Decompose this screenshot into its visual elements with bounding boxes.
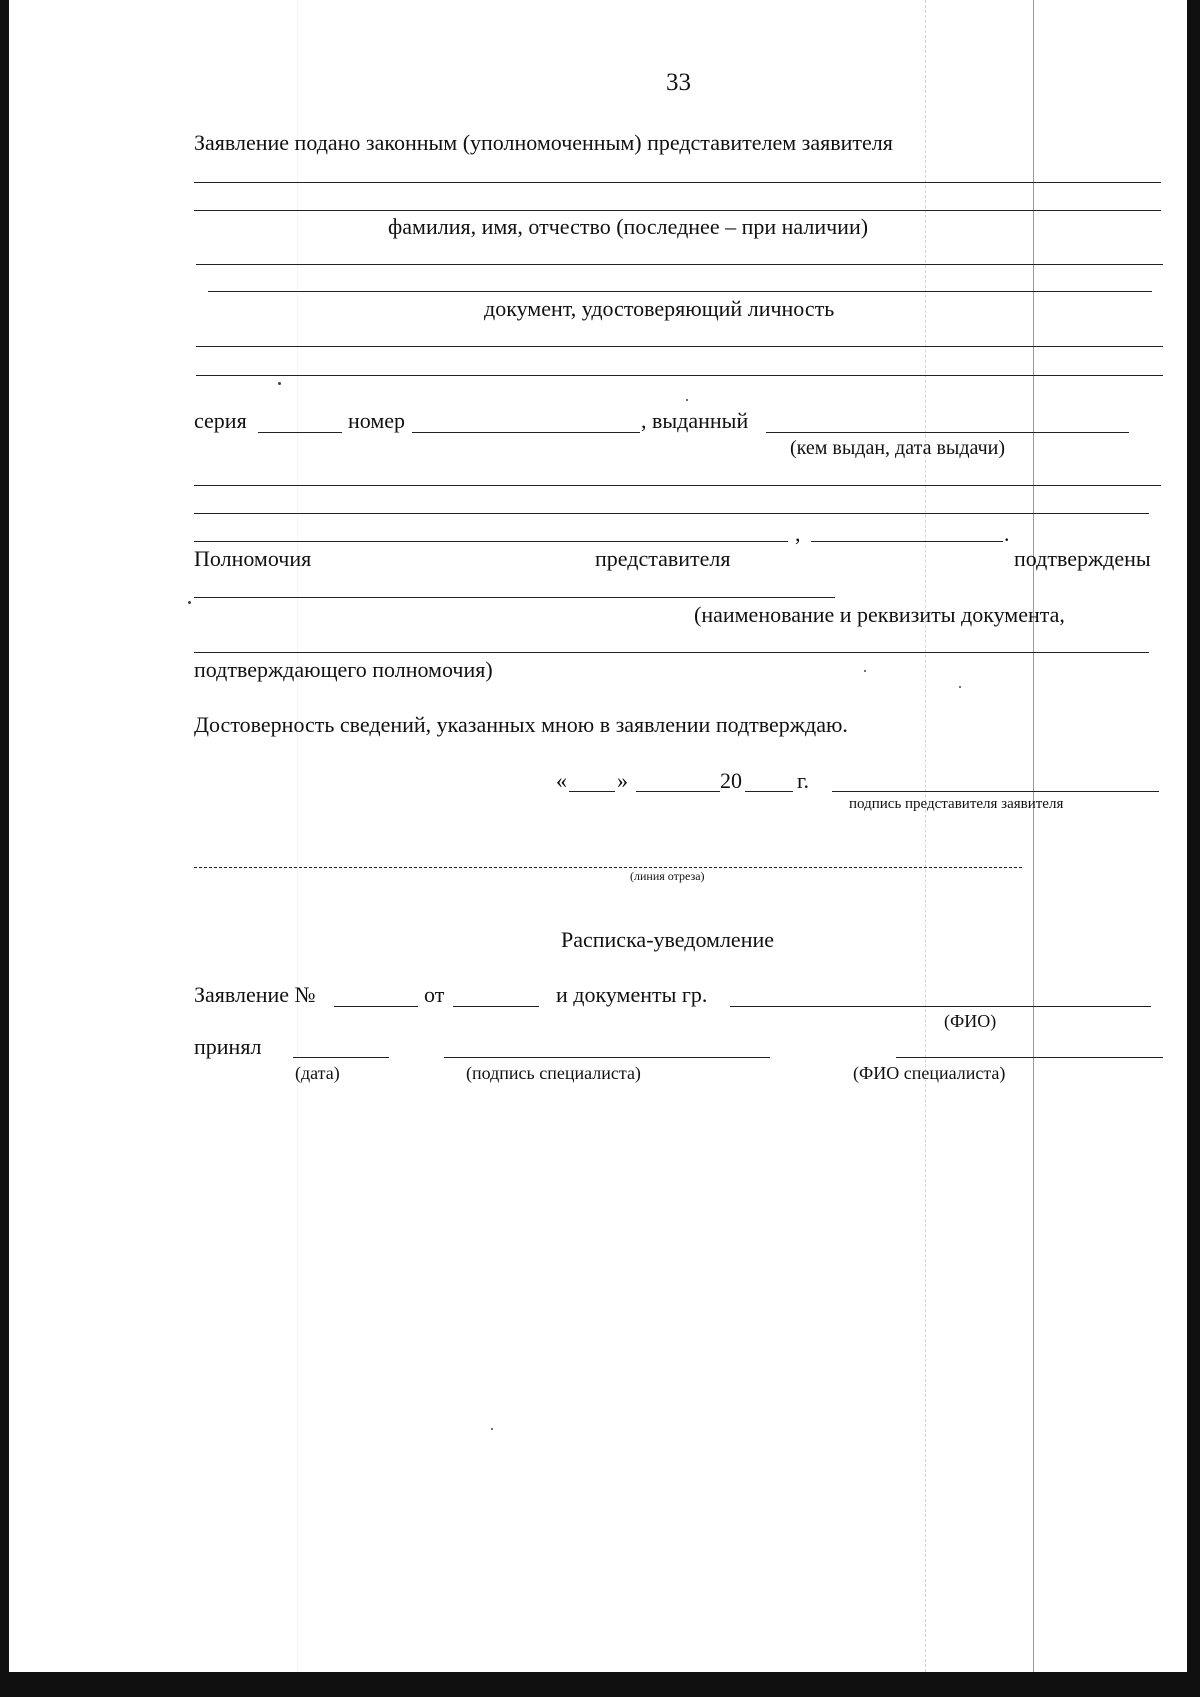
identity-doc-input-line[interactable] <box>196 264 1163 265</box>
scan-border-left <box>0 0 9 1697</box>
authority-doc-input-line[interactable] <box>194 597 835 598</box>
scan-speck <box>959 686 961 688</box>
issued-by-input-line[interactable] <box>194 485 1161 486</box>
representative-heading: Заявление подано законным (уполномоченным) представителем заявителя <box>194 130 893 155</box>
fio-input-line[interactable] <box>194 182 1161 183</box>
cut-line-caption: (линия отреза) <box>630 869 705 883</box>
period: . <box>1004 521 1010 546</box>
day-input-line[interactable] <box>569 791 615 792</box>
accepted-label: принял <box>194 1034 262 1059</box>
scan-fold-line-faint <box>297 0 298 1672</box>
year-suffix: г. <box>797 768 810 793</box>
signature-input-line[interactable] <box>832 791 1159 792</box>
scan-speck <box>491 1428 493 1430</box>
number-label: номер <box>348 408 406 433</box>
citizen-fio-caption: (ФИО) <box>944 1011 997 1031</box>
page-number: 33 <box>666 69 691 96</box>
issued-label: , выданный <box>641 408 749 433</box>
number-input-line[interactable] <box>412 432 640 433</box>
issued-by-input-line[interactable] <box>194 541 788 542</box>
authority-word: подтверждены <box>1014 546 1151 571</box>
cut-line <box>194 867 1022 868</box>
documents-label: и документы гр. <box>556 982 708 1007</box>
identity-doc-caption: документ, удостоверяющий личность <box>484 296 835 321</box>
issue-date-input-line[interactable] <box>811 541 1003 542</box>
signature-caption: подпись представителя заявителя <box>849 796 1064 812</box>
application-number-label: Заявление № <box>194 982 316 1007</box>
specialist-signature-caption: (подпись специалиста) <box>466 1063 641 1083</box>
fio-input-line[interactable] <box>194 210 1161 211</box>
scan-fold-line <box>1033 0 1034 1672</box>
receipt-title: Расписка-уведомление <box>561 927 775 952</box>
application-number-input-line[interactable] <box>334 1006 418 1007</box>
scan-border-right <box>1187 0 1200 1697</box>
scan-speck <box>278 382 281 385</box>
series-label: серия <box>194 408 247 433</box>
authority-word: Полномочия <box>194 546 312 571</box>
date-close-quote: » <box>617 768 628 793</box>
issued-by-caption: (кем выдан, дата выдачи) <box>790 437 1005 459</box>
identity-doc-input-line[interactable] <box>208 291 1152 292</box>
scan-fold-line-faint <box>925 0 926 1672</box>
identity-doc-input-line[interactable] <box>196 346 1163 347</box>
issued-by-input-line[interactable] <box>766 432 1129 433</box>
authority-doc-input-line[interactable] <box>194 652 1149 653</box>
year-input-line[interactable] <box>745 791 793 792</box>
issued-by-input-line[interactable] <box>194 513 1149 514</box>
specialist-fio-input-line[interactable] <box>896 1057 1163 1058</box>
confirmation-text: Достоверность сведений, указанных мною в заявлении подтверждаю. <box>194 712 848 737</box>
citizen-fio-input-line[interactable] <box>730 1006 1151 1007</box>
application-date-input-line[interactable] <box>453 1006 539 1007</box>
authority-doc-caption-cont: подтверждающего полномочия) <box>194 657 493 682</box>
date-open-quote: « <box>556 768 567 793</box>
scan-border-bottom <box>0 1672 1200 1697</box>
specialist-signature-input-line[interactable] <box>444 1057 770 1058</box>
scan-speck <box>188 601 191 604</box>
fio-caption: фамилия, имя, отчество (последнее – при наличии) <box>388 214 869 239</box>
series-input-line[interactable] <box>258 432 342 433</box>
month-input-line[interactable] <box>636 791 720 792</box>
scan-speck <box>864 670 866 672</box>
authority-doc-caption: (наименование и реквизиты документа, <box>694 602 1065 627</box>
year-prefix: 20 <box>720 768 742 793</box>
authority-word: представителя <box>595 546 731 571</box>
specialist-fio-caption: (ФИО специалиста) <box>853 1063 1006 1083</box>
identity-doc-input-line[interactable] <box>196 375 1163 376</box>
accepted-date-caption: (дата) <box>295 1063 340 1083</box>
scan-speck <box>686 399 688 401</box>
comma: , <box>795 521 801 546</box>
from-label: от <box>424 982 445 1007</box>
accepted-date-input-line[interactable] <box>293 1057 389 1058</box>
